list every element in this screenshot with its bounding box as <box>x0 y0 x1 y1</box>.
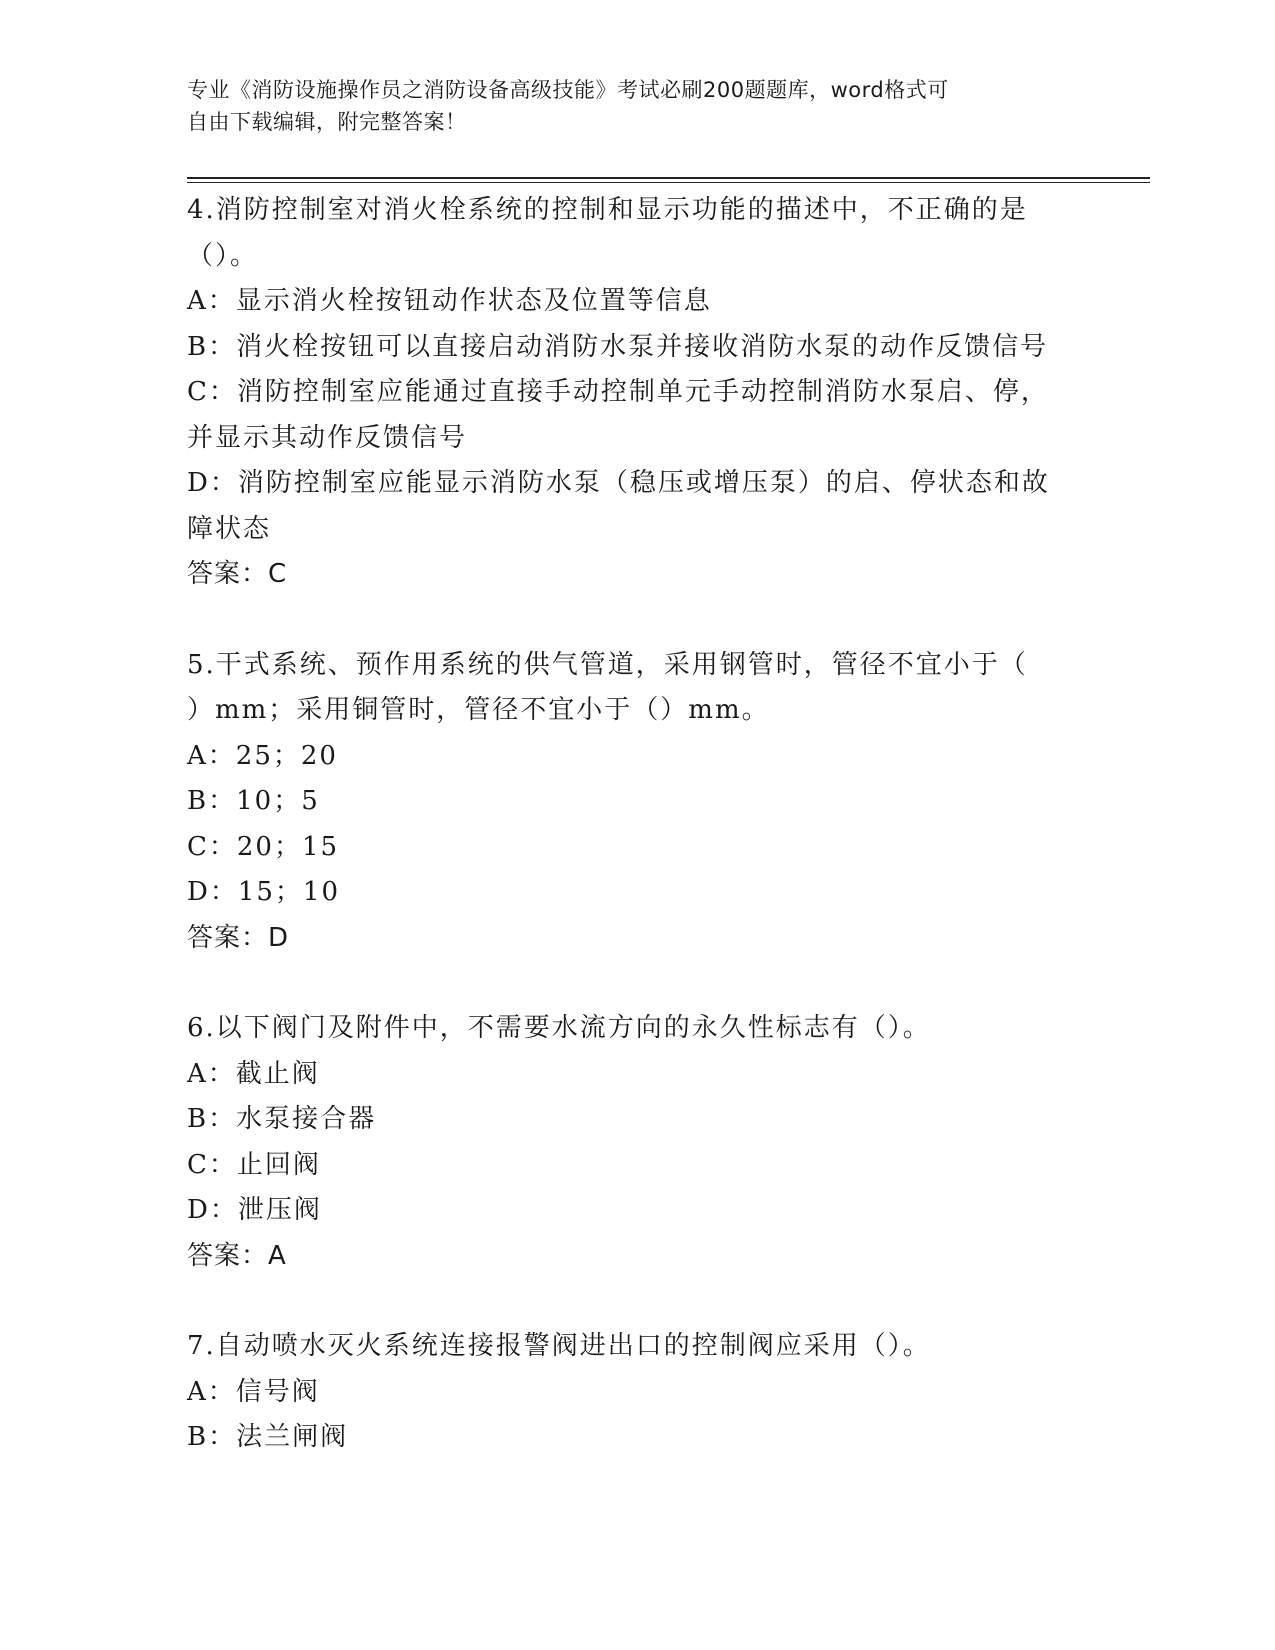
question-item <box>187 1324 1087 1461</box>
question-stem: 7.自动喷水灭火系统连接报警阀进出口的控制阀应采用（）。 <box>187 1331 931 1361</box>
question-item <box>187 188 1087 598</box>
option-a: A：显示消火栓按钮动作状态及位置等信息 <box>187 286 712 316</box>
option-d: D：消防控制室应能显示消防水泵（稳压或增压泵）的启、停状态和故 <box>187 468 1050 498</box>
option-b: B：10；5 <box>187 786 320 816</box>
option-a: A：25；20 <box>187 740 338 771</box>
answer-label: 答案：D <box>187 922 290 953</box>
option-c: C：止回阀 <box>187 1149 321 1180</box>
question-stem: 6.以下阀门及附件中，不需要水流方向的永久性标志有（）。 <box>187 1013 931 1043</box>
option-b: B：消火栓按钮可以直接启动消防水泵并接收消防水泵的动作反馈信号 <box>187 331 1049 362</box>
option-c: C：20；15 <box>187 831 340 862</box>
question-item <box>187 643 1087 962</box>
option-a: A：截止阀 <box>187 1058 320 1089</box>
option-b: B：法兰闸阀 <box>187 1422 349 1452</box>
question-stem: 5.干式系统、预作用系统的供气管道，采用钢管时，管径不宜小于（ <box>187 649 1028 680</box>
option-a: A：信号阀 <box>187 1376 320 1407</box>
question-stem: 4.消防控制室对消火栓系统的控制和显示功能的描述中，不正确的是 <box>187 195 1028 225</box>
header-line: 自由下载编辑，附完整答案！ <box>187 110 467 134</box>
document-header <box>187 74 1087 138</box>
question-list <box>187 188 1087 1461</box>
option-d: D：15；10 <box>187 877 341 907</box>
question-stem: ）mm；采用铜管时，管径不宜小于（）mm。 <box>187 695 770 725</box>
question-stem: （）。 <box>187 240 259 271</box>
question-item <box>187 1006 1087 1279</box>
option-d-continued: 障状态 <box>187 513 272 544</box>
option-d: D：泄压阀 <box>187 1195 322 1225</box>
option-b: B：水泵接合器 <box>187 1104 377 1134</box>
answer-label: 答案：A <box>187 1240 287 1271</box>
answer-label: 答案：C <box>187 559 288 589</box>
header-divider <box>187 177 1150 183</box>
option-c: C：消防控制室应能通过直接手动控制单元手动控制消防水泵启、停， <box>187 377 1049 407</box>
option-c-continued: 并显示其动作反馈信号 <box>187 422 468 453</box>
header-line: 专业《消防设施操作员之消防设备高级技能》考试必刷200题题库，word格式可 <box>187 78 949 102</box>
